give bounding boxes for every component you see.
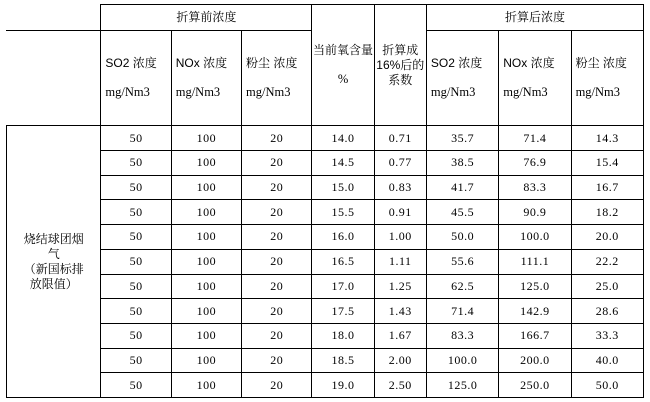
cell-oxygen: 16.0 [312, 225, 374, 250]
cell-dust-before: 20 [242, 348, 312, 373]
cell-nox-after: 71.4 [499, 126, 571, 151]
cell-coefficient: 1.25 [374, 274, 426, 299]
row-group-label-line: （新国标排 [23, 261, 84, 276]
cell-so2-after: 50.0 [426, 225, 498, 250]
row-group-label-line: 气 [47, 246, 60, 261]
cell-dust-before: 20 [242, 323, 312, 348]
cell-oxygen: 15.0 [312, 175, 374, 200]
cell-nox-after: 111.1 [499, 249, 571, 274]
cell-so2-before: 50 [101, 200, 171, 225]
cell-dust-after: 14.3 [571, 126, 643, 151]
cell-so2-after: 41.7 [426, 175, 498, 200]
cell-nox-after: 100.0 [499, 225, 571, 250]
cell-nox-before: 100 [171, 373, 241, 398]
cell-dust-after: 18.2 [571, 200, 643, 225]
cell-dust-after: 15.4 [571, 151, 643, 176]
cell-dust-before: 20 [242, 274, 312, 299]
cell-nox-before: 100 [171, 175, 241, 200]
cell-so2-after: 83.3 [426, 323, 498, 348]
cell-coefficient: 0.91 [374, 200, 426, 225]
header-so2-after-label: SO2 浓度 [430, 55, 483, 70]
cell-so2-after: 71.4 [426, 299, 498, 324]
cell-coefficient: 0.83 [374, 175, 426, 200]
cell-nox-after: 200.0 [499, 348, 571, 373]
table-row [7, 151, 644, 176]
header-dust-after-unit: mg/Nm3 [575, 84, 621, 99]
table-row [7, 323, 644, 348]
cell-oxygen: 14.0 [312, 126, 374, 151]
table-row [7, 175, 644, 200]
header-coefficient [374, 5, 426, 126]
header-nox-after-unit: mg/Nm3 [503, 84, 548, 99]
cell-nox-before: 100 [171, 249, 241, 274]
group-header-before: 折算前浓度 [101, 5, 312, 31]
table-row [7, 299, 644, 324]
header-current-oxygen [312, 5, 374, 126]
header-dust-after [571, 30, 643, 126]
cell-coefficient: 1.67 [374, 323, 426, 348]
group-header-after: 折算后浓度 [426, 5, 643, 31]
header-so2-before [101, 30, 171, 126]
cell-so2-after: 125.0 [426, 373, 498, 398]
row-group-label-line: 放限值） [29, 276, 78, 291]
cell-dust-before: 20 [242, 151, 312, 176]
header-dust-before [242, 30, 312, 126]
header-current-oxygen-label: 当前氧含量 [313, 42, 374, 57]
cell-oxygen: 16.5 [312, 249, 374, 274]
cell-dust-before: 20 [242, 126, 312, 151]
cell-so2-after: 55.6 [426, 249, 498, 274]
header-dust-before-unit: mg/Nm3 [246, 84, 291, 99]
cell-so2-before: 50 [101, 175, 171, 200]
header-coefficient-label: 折算成16%后的系数 [376, 42, 425, 87]
cell-nox-before: 100 [171, 348, 241, 373]
table-row [7, 126, 644, 151]
header-so2-after [426, 30, 498, 126]
cell-oxygen: 18.5 [312, 348, 374, 373]
header-group-row [7, 5, 644, 31]
table-row [7, 348, 644, 373]
header-nox-before-label: NOx 浓度 [175, 55, 228, 70]
header-nox-before-unit: mg/Nm3 [175, 84, 221, 99]
cell-oxygen: 15.5 [312, 200, 374, 225]
conversion-table [6, 4, 644, 398]
cell-nox-before: 100 [171, 200, 241, 225]
cell-so2-after: 38.5 [426, 151, 498, 176]
table-row [7, 249, 644, 274]
cell-nox-before: 100 [171, 274, 241, 299]
cell-oxygen: 18.0 [312, 323, 374, 348]
cell-coefficient: 1.11 [374, 249, 426, 274]
cell-dust-before: 20 [242, 299, 312, 324]
cell-coefficient: 0.77 [374, 151, 426, 176]
cell-so2-after: 45.5 [426, 200, 498, 225]
cell-nox-after: 125.0 [499, 274, 571, 299]
cell-so2-after: 62.5 [426, 274, 498, 299]
cell-so2-before: 50 [101, 348, 171, 373]
cell-dust-before: 20 [242, 175, 312, 200]
header-nox-before [171, 30, 241, 126]
cell-oxygen: 17.0 [312, 274, 374, 299]
cell-nox-after: 83.3 [499, 175, 571, 200]
cell-nox-before: 100 [171, 126, 241, 151]
cell-so2-before: 50 [101, 225, 171, 250]
cell-dust-after: 25.0 [571, 274, 643, 299]
cell-dust-after: 28.6 [571, 299, 643, 324]
cell-dust-before: 20 [242, 373, 312, 398]
row-group-label [7, 126, 101, 398]
cell-so2-before: 50 [101, 151, 171, 176]
cell-so2-after: 35.7 [426, 126, 498, 151]
cell-so2-before: 50 [101, 274, 171, 299]
cell-coefficient: 0.71 [374, 126, 426, 151]
cell-so2-before: 50 [101, 323, 171, 348]
header-so2-before-unit: mg/Nm3 [105, 84, 150, 99]
cell-coefficient: 1.43 [374, 299, 426, 324]
cell-dust-after: 20.0 [571, 225, 643, 250]
cell-dust-before: 20 [242, 200, 312, 225]
cell-dust-after: 33.3 [571, 323, 643, 348]
table-row [7, 200, 644, 225]
cell-dust-after: 22.2 [571, 249, 643, 274]
header-current-oxygen-unit: % [337, 71, 349, 86]
cell-nox-before: 100 [171, 151, 241, 176]
cell-nox-after: 142.9 [499, 299, 571, 324]
cell-oxygen: 19.0 [312, 373, 374, 398]
cell-coefficient: 1.00 [374, 225, 426, 250]
cell-nox-before: 100 [171, 323, 241, 348]
header-nox-after-label: NOx 浓度 [503, 55, 555, 70]
header-corner-cell [7, 5, 101, 31]
table-row [7, 225, 644, 250]
cell-nox-before: 100 [171, 225, 241, 250]
header-dust-before-label: 粉尘 浓度 [246, 55, 298, 70]
cell-nox-after: 250.0 [499, 373, 571, 398]
cell-nox-after: 166.7 [499, 323, 571, 348]
cell-oxygen: 14.5 [312, 151, 374, 176]
header-so2-before-label: SO2 浓度 [105, 55, 157, 70]
cell-so2-after: 100.0 [426, 348, 498, 373]
cell-oxygen: 17.5 [312, 299, 374, 324]
cell-so2-before: 50 [101, 126, 171, 151]
cell-nox-after: 90.9 [499, 200, 571, 225]
cell-coefficient: 2.00 [374, 348, 426, 373]
cell-nox-before: 100 [171, 299, 241, 324]
cell-dust-after: 40.0 [571, 348, 643, 373]
cell-so2-before: 50 [101, 373, 171, 398]
header-corner-cell-lower [7, 30, 101, 126]
cell-dust-before: 20 [242, 225, 312, 250]
cell-nox-after: 76.9 [499, 151, 571, 176]
cell-so2-before: 50 [101, 249, 171, 274]
header-nox-after [499, 30, 571, 126]
header-so2-after-unit: mg/Nm3 [430, 84, 476, 99]
table-row [7, 373, 644, 398]
row-group-label-line: 烧结球团烟 [23, 231, 84, 246]
cell-coefficient: 2.50 [374, 373, 426, 398]
cell-dust-after: 50.0 [571, 373, 643, 398]
cell-dust-after: 16.7 [571, 175, 643, 200]
table-row [7, 274, 644, 299]
header-dust-after-label: 粉尘 浓度 [575, 55, 627, 70]
cell-dust-before: 20 [242, 249, 312, 274]
cell-so2-before: 50 [101, 299, 171, 324]
